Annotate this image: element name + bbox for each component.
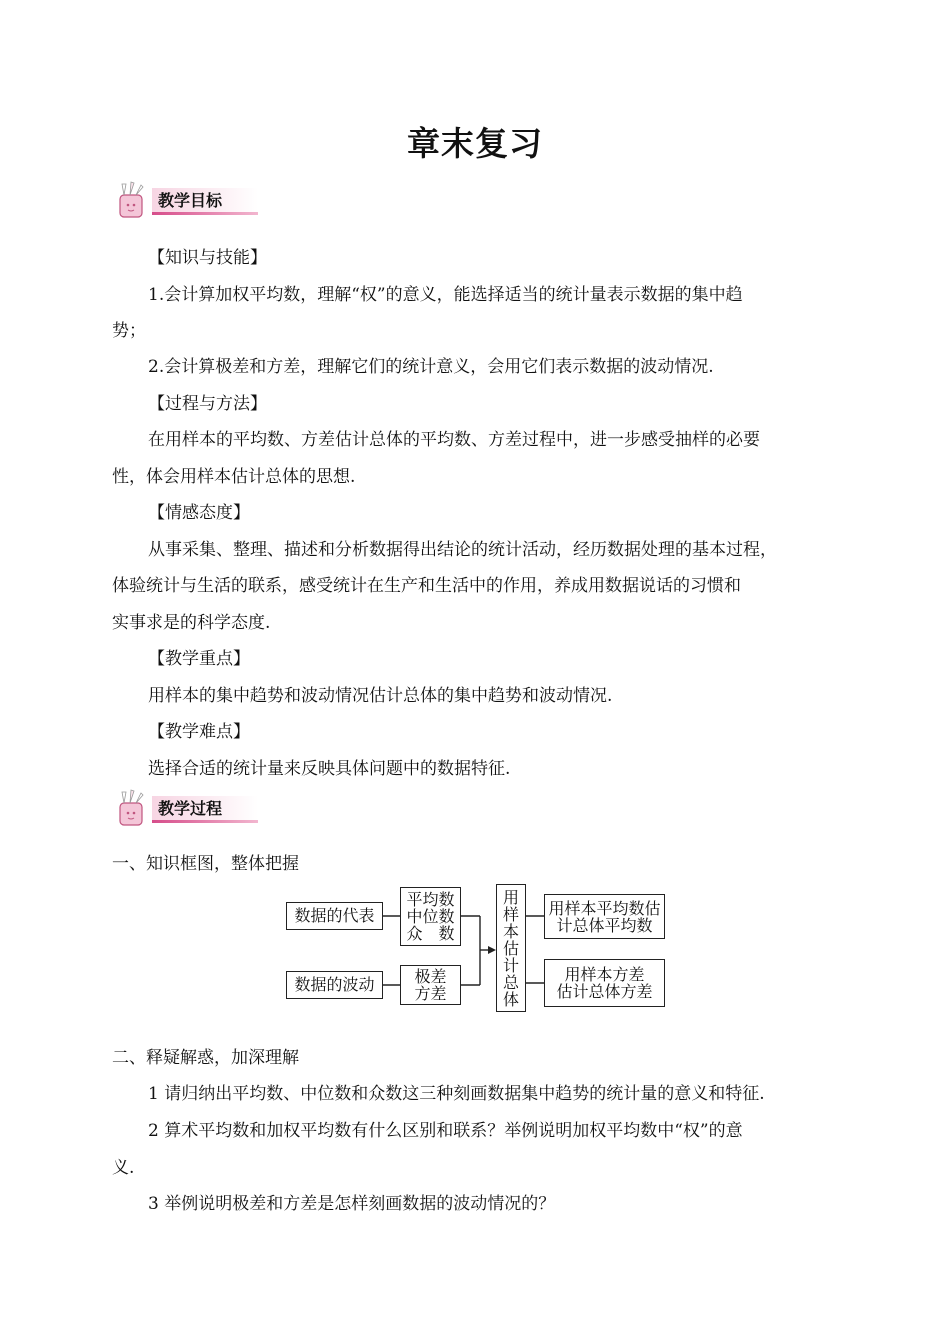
- estimate-variance-line: 估计总体方差: [556, 982, 653, 1001]
- section-badge-goals: [112, 181, 258, 221]
- paragraph-line: 用样本的集中趋势和波动情况估计总体的集中趋势和波动情况.: [148, 686, 613, 706]
- question-2-cont: 义.: [112, 1158, 135, 1178]
- estimate-char: 计: [502, 955, 519, 975]
- paragraph-line: 体验统计与生活的联系，感受统计在生产和生活中的作用，养成用数据说话的习惯和: [112, 576, 741, 596]
- paragraph-line: 1.会计算加权平均数，理解“权”的意义，能选择适当的统计量表示数据的集中趋: [148, 285, 743, 305]
- measure-mean: 平均数: [406, 890, 455, 909]
- box-data-fluctuation: 数据的波动: [286, 971, 383, 999]
- paragraph-line: 从事采集、整理、描述和分析数据得出结论的统计活动，经历数据处理的基本过程，: [148, 540, 777, 560]
- emotion-heading: 【情感态度】: [148, 503, 250, 523]
- estimate-char: 总: [502, 972, 519, 992]
- estimate-mean-line: 用样本平均数估: [548, 898, 661, 918]
- difficulty-heading: 【教学难点】: [148, 722, 250, 742]
- box-sample-estimate: [496, 884, 526, 1012]
- estimate-char: 用: [502, 887, 519, 907]
- knowledge-diagram: [284, 880, 669, 1016]
- estimate-variance-line: 用样本方差: [564, 965, 645, 984]
- badge-label: 教学过程: [158, 799, 223, 818]
- section-heading-2: 二、释疑解惑，加深理解: [112, 1048, 299, 1068]
- box-data-representative: 数据的代表: [286, 902, 383, 930]
- paragraph-line: 势；: [112, 321, 146, 341]
- estimate-char: 体: [502, 989, 519, 1009]
- key-heading: 【教学重点】: [148, 649, 250, 669]
- page-title: 章末复习: [407, 124, 543, 163]
- box-central-measures: [400, 887, 461, 946]
- measure-range: 极差: [414, 967, 447, 986]
- question-1: 1 请归纳出平均数、中位数和众数这三种刻画数据集中趋势的统计量的意义和特征.: [148, 1084, 765, 1104]
- question-2: 2 算术平均数和加权平均数有什么区别和联系？举例说明加权平均数中“权”的意: [148, 1121, 743, 1141]
- paragraph-line: 选择合适的统计量来反映具体问题中的数据特征.: [148, 759, 511, 779]
- box-estimate-variance: [544, 959, 665, 1007]
- estimate-char: 本: [502, 921, 519, 941]
- measure-median: 中位数: [406, 907, 455, 926]
- pencil-cup-icon: [114, 181, 150, 219]
- paragraph-line: 性，体会用样本估计总体的思想.: [112, 467, 356, 487]
- paragraph-line: 实事求是的科学态度.: [112, 613, 271, 633]
- paragraph-line: 2.会计算极差和方差，理解它们的统计意义，会用它们表示数据的波动情况.: [148, 357, 714, 377]
- pencil-cup-icon: [114, 789, 150, 827]
- knowledge-heading: 【知识与技能】: [148, 248, 267, 268]
- estimate-mean-line: 计总体平均数: [556, 915, 653, 935]
- paragraph-line: 在用样本的平均数、方差估计总体的平均数、方差过程中，进一步感受抽样的必要: [148, 430, 760, 450]
- section-badge-process: [112, 789, 258, 829]
- box-estimate-mean: [544, 894, 665, 939]
- estimate-char: 样: [502, 904, 519, 924]
- process-heading: 【过程与方法】: [148, 394, 267, 414]
- measure-variance: 方差: [414, 984, 447, 1003]
- question-3: 3 举例说明极差和方差是怎样刻画数据的波动情况的？: [148, 1194, 556, 1214]
- measure-mode: 众 数: [406, 924, 455, 943]
- badge-label: 教学目标: [158, 191, 223, 210]
- estimate-char: 估: [502, 938, 519, 958]
- box-spread-measures: [400, 965, 461, 1005]
- section-heading-1: 一、知识框图，整体把握: [112, 854, 299, 874]
